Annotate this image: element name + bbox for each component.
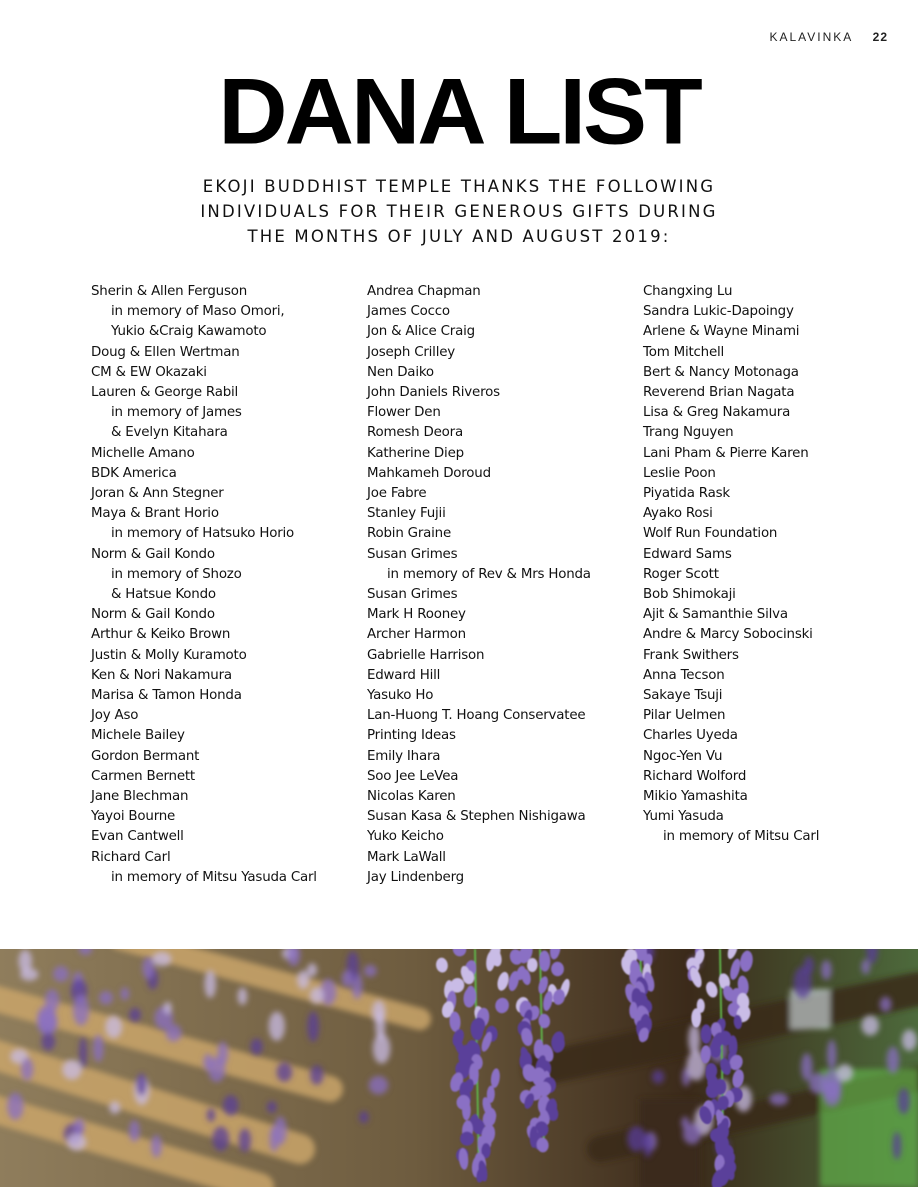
blurred-blossom — [238, 988, 248, 1005]
donor-name: Andre & Marcy Sobocinski — [643, 627, 813, 643]
memorial-note: in memory of Mitsu Carl — [663, 829, 820, 845]
blurred-blossom — [310, 987, 324, 1004]
blurred-blossom — [307, 1011, 319, 1041]
donor-name: Yumi Yasuda — [643, 809, 724, 825]
donor-name: Michele Bailey — [91, 728, 185, 744]
donor-name: Tom Mitchell — [643, 344, 725, 360]
blurred-blossom — [277, 1062, 293, 1081]
running-header — [769, 30, 888, 44]
blurred-blossom — [375, 1012, 385, 1040]
blurred-blossom — [99, 991, 113, 1005]
blurred-blossom — [902, 1030, 917, 1051]
blurred-blossom — [7, 1093, 23, 1120]
blurred-blossom — [893, 1132, 902, 1160]
donor-name: Gabrielle Harrison — [367, 647, 485, 663]
donor-name: Joy Aso — [91, 708, 139, 724]
donor-name: Pilar Uelmen — [643, 708, 726, 724]
blurred-blossom — [136, 1073, 146, 1096]
donor-name: Lan-Huong T. Hoang Conservatee — [367, 708, 586, 724]
donor-name: Stanley Fujii — [367, 506, 446, 522]
blurred-blossom — [861, 959, 870, 974]
donor-name: Carmen Bernett — [91, 768, 195, 784]
donor-name: Ngoc-Yen Vu — [643, 748, 723, 764]
donor-name: Romesh Deora — [367, 425, 463, 441]
memorial-note: in memory of Maso Omori, — [111, 304, 285, 320]
blurred-blossom — [861, 1015, 879, 1035]
donor-name: CM & EW Okazaki — [91, 364, 207, 380]
donor-name: Roger Scott — [643, 566, 719, 582]
donor-name: Nen Daiko — [367, 364, 434, 380]
blurred-blossom — [307, 963, 317, 976]
donor-name: Michelle Amano — [91, 445, 195, 461]
donor-name: Leslie Poon — [643, 465, 716, 481]
donor-name: Jay Lindenberg — [367, 869, 464, 885]
blurred-blossom — [67, 1134, 86, 1151]
donor-name: BDK America — [91, 465, 177, 481]
blurred-blossom — [681, 1117, 689, 1129]
donor-name: Norm & Gail Kondo — [91, 546, 215, 562]
donor-name: James Cocco — [367, 304, 450, 320]
memorial-note: in memory of Shozo — [111, 566, 242, 582]
donor-name: Arlene & Wayne Minami — [643, 324, 800, 340]
blurred-blossom — [359, 1111, 369, 1123]
blurred-blossom — [369, 1076, 388, 1094]
donor-name: Trang Nguyen — [643, 425, 734, 441]
donor-name: Emily Ihara — [367, 748, 441, 764]
memorial-note: in memory of James — [111, 405, 242, 421]
donor-name: Edward Hill — [367, 667, 441, 683]
donor-name: Mahkameh Doroud — [367, 465, 491, 481]
blurred-blossom — [73, 994, 89, 1025]
wisteria-petal — [701, 1024, 712, 1043]
blurred-blossom — [41, 1032, 55, 1050]
donor-name: Frank Swithers — [643, 647, 739, 663]
donor-name: Justin & Molly Kuramoto — [91, 647, 247, 663]
subtitle-line: EKOJI BUDDHIST TEMPLE THANKS THE FOLLOWING — [202, 177, 716, 196]
donor-name: Jane Blechman — [91, 789, 189, 805]
donor-name: Susan Kasa & Stephen Nishigawa — [367, 809, 586, 825]
donor-name: Marisa & Tamon Honda — [91, 688, 242, 704]
donor-name: Katherine Diep — [367, 445, 464, 461]
donor-name: Joran & Ann Stegner — [91, 486, 224, 502]
donor-name: Anna Tecson — [643, 667, 725, 683]
blurred-blossom — [129, 1120, 140, 1142]
donor-name: Susan Grimes — [367, 546, 458, 562]
blurred-blossom — [218, 1042, 229, 1066]
donor-name: Doug & Ellen Wertman — [91, 344, 240, 360]
donor-name: Susan Grimes — [367, 587, 458, 603]
blurred-blossom — [207, 1108, 215, 1122]
donor-name: Lauren & George Rabil — [91, 385, 239, 401]
memorial-note: & Evelyn Kitahara — [111, 425, 228, 441]
donor-name: Richard Wolford — [643, 768, 747, 784]
donor-name: Lani Pham & Pierre Karen — [643, 445, 809, 461]
blurred-blossom — [801, 1053, 812, 1081]
subtitle — [0, 174, 918, 249]
donor-name: Mark H Rooney — [367, 607, 466, 623]
blurred-blossom — [164, 1002, 172, 1014]
blurred-blossom — [837, 1064, 853, 1082]
donor-name: Norm & Gail Kondo — [91, 607, 215, 623]
blurred-blossom — [109, 1101, 120, 1113]
donor-name: Sandra Lukic-Dapoingy — [643, 304, 794, 320]
donor-name: Printing Ideas — [367, 728, 456, 744]
blurred-blossom — [364, 965, 377, 977]
blurred-blossom — [45, 989, 59, 1012]
donor-name: Jon & Alice Craig — [367, 324, 475, 340]
blurred-blossom — [21, 1058, 34, 1081]
blurred-blossom — [251, 1038, 263, 1055]
donor-name: Soo Jee LeVea — [367, 768, 459, 784]
donor-name: Lisa & Greg Nakamura — [643, 405, 791, 421]
donor-name: Joseph Crilley — [367, 344, 455, 360]
donor-name: Evan Cantwell — [91, 829, 184, 845]
donor-name: Sherin & Allen Ferguson — [91, 284, 247, 299]
donor-column-3 — [643, 282, 913, 848]
donor-name: Changxing Lu — [643, 284, 733, 299]
donor-name: Edward Sams — [643, 546, 732, 562]
blurred-blossom — [269, 1012, 285, 1041]
wisteria-image — [0, 949, 918, 1187]
wisteria-photo — [0, 949, 918, 1187]
donor-column-2 — [367, 282, 637, 888]
blurred-blossom — [627, 1126, 646, 1151]
blurred-blossom — [898, 1088, 910, 1114]
memorial-note: in memory of Mitsu Yasuda Carl — [111, 869, 317, 885]
subtitle-line: THE MONTHS OF JULY AND AUGUST 2019: — [247, 227, 671, 246]
donor-name: Yuko Keicho — [367, 829, 444, 845]
blurred-blossom — [794, 966, 812, 998]
donor-name: Arthur & Keiko Brown — [91, 627, 231, 643]
page-number: 22 — [872, 30, 888, 44]
blurred-blossom — [203, 1054, 212, 1071]
blurred-blossom — [652, 1070, 664, 1084]
blurred-blossom — [267, 1101, 277, 1113]
blurred-blossom — [151, 1135, 162, 1158]
blurred-blossom — [643, 1132, 652, 1157]
donor-name: Sakaye Tsuji — [643, 688, 723, 704]
blurred-blossom — [93, 1034, 104, 1062]
memorial-note: Yukio &Craig Kawamoto — [111, 324, 267, 340]
blurred-blossom — [269, 1126, 279, 1152]
blurred-blossom — [204, 970, 216, 998]
blurred-blossom — [212, 1126, 229, 1151]
blurred-blossom — [62, 1060, 81, 1080]
blurred-blossom — [823, 1080, 841, 1107]
blurred-blossom — [142, 957, 154, 979]
donor-name: Archer Harmon — [367, 627, 466, 643]
blurred-blossom — [152, 952, 172, 966]
blurred-blossom — [827, 1040, 836, 1070]
donor-name: Yasuko Ho — [367, 688, 434, 704]
blurred-blossom — [129, 1008, 141, 1022]
donor-name: Andrea Chapman — [367, 284, 481, 299]
donor-name: Mikio Yamashita — [643, 789, 748, 805]
donor-name: Bert & Nancy Motonaga — [643, 364, 799, 380]
blurred-blossom — [223, 1095, 238, 1116]
donor-name: Yayoi Bourne — [91, 809, 176, 825]
blurred-blossom — [120, 987, 129, 1000]
blurred-blossom — [887, 1046, 900, 1073]
page-title: DANA LIST — [218, 59, 700, 164]
subtitle-line: INDIVIDUALS FOR THEIR GENEROUS GIFTS DURING — [200, 202, 718, 221]
donor-name: Flower Den — [367, 405, 441, 421]
donor-name: Wolf Run Foundation — [643, 526, 778, 542]
donor-name: Reverend Brian Nagata — [643, 385, 795, 401]
blurred-blossom — [79, 1037, 87, 1069]
blurred-blossom — [20, 968, 38, 981]
blurred-blossom — [105, 1016, 122, 1039]
blurred-blossom — [74, 1118, 85, 1135]
magazine-name: KALAVINKA — [769, 30, 854, 44]
blurred-blossom — [769, 1093, 788, 1105]
donor-name: Ken & Nori Nakamura — [91, 667, 232, 683]
donor-name: Ajit & Samanthie Silva — [643, 607, 788, 623]
donor-name: Gordon Bermant — [91, 748, 200, 764]
donor-name: Maya & Brant Horio — [91, 506, 219, 522]
donor-name: John Daniels Riveros — [367, 385, 500, 401]
blurred-blossom — [688, 1024, 700, 1055]
donor-name: Robin Graine — [367, 526, 451, 542]
blurred-blossom — [239, 1128, 251, 1152]
donor-name: Mark LaWall — [367, 849, 446, 865]
donor-name: Joe Fabre — [367, 486, 427, 502]
donor-name: Charles Uyeda — [643, 728, 738, 744]
memorial-note: & Hatsue Kondo — [111, 587, 216, 603]
blurred-blossom — [342, 970, 353, 987]
donor-name: Nicolas Karen — [367, 789, 456, 805]
donor-name: Ayako Rosi — [643, 506, 713, 522]
donor-column-1 — [91, 282, 361, 888]
blurred-blossom — [310, 1065, 323, 1085]
blurred-blossom — [821, 960, 832, 980]
blurred-blossom — [53, 966, 69, 982]
blurred-blossom — [880, 997, 892, 1012]
blurred-blossom — [297, 970, 309, 989]
donor-name: Richard Carl — [91, 849, 171, 865]
memorial-note: in memory of Hatsuko Horio — [111, 526, 295, 542]
donor-name: Piyatida Rask — [643, 486, 730, 502]
donor-name: Bob Shimokaji — [643, 587, 736, 603]
memorial-note: in memory of Rev & Mrs Honda — [387, 566, 591, 582]
sky-patch — [790, 989, 830, 1029]
